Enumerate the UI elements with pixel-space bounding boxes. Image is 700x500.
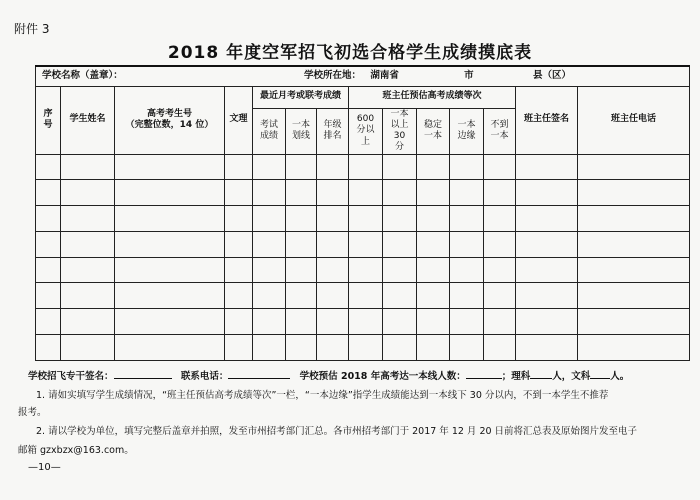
table-cell[interactable] bbox=[450, 206, 484, 232]
table-cell[interactable] bbox=[417, 206, 450, 232]
table-cell[interactable] bbox=[36, 283, 61, 309]
table-cell[interactable] bbox=[61, 206, 115, 232]
estimate-count-blank[interactable] bbox=[466, 368, 502, 379]
table-cell[interactable] bbox=[225, 231, 253, 257]
table-cell[interactable] bbox=[61, 334, 115, 360]
table-cell[interactable] bbox=[36, 206, 61, 232]
phone-label: 联系电话： bbox=[180, 371, 229, 382]
people-suffix: 人。 bbox=[610, 371, 630, 382]
col-header-seq: 序号 bbox=[36, 86, 61, 154]
col-header-student-name: 学生姓名 bbox=[61, 86, 115, 154]
table-cell[interactable] bbox=[225, 180, 253, 206]
table-cell[interactable] bbox=[286, 180, 317, 206]
col-header-exam-id: 高考考生号 （完整位数，14 位） bbox=[115, 86, 225, 154]
col-header-first-tier-gap: 一本划线 bbox=[286, 108, 317, 154]
table-cell[interactable] bbox=[417, 154, 450, 180]
table-cell[interactable] bbox=[450, 231, 484, 257]
table-cell[interactable] bbox=[516, 283, 578, 309]
table-cell[interactable] bbox=[417, 180, 450, 206]
table-cell[interactable] bbox=[450, 154, 484, 180]
score-table bbox=[35, 65, 690, 361]
table-cell[interactable] bbox=[36, 154, 61, 180]
table-cell[interactable] bbox=[36, 334, 61, 360]
table-cell[interactable] bbox=[383, 283, 417, 309]
table-cell[interactable] bbox=[317, 231, 349, 257]
table-row bbox=[36, 334, 690, 360]
table-cell[interactable] bbox=[36, 180, 61, 206]
col-header-recent-exam: 最近月考或联考成绩 bbox=[253, 86, 349, 108]
table-cell[interactable] bbox=[578, 309, 690, 335]
col-header-exam-score: 考试成绩 bbox=[253, 108, 286, 154]
table-cell[interactable] bbox=[450, 283, 484, 309]
page-title: 2018 年度空军招飞初选合格学生成绩摸底表 bbox=[167, 43, 533, 63]
table-cell[interactable] bbox=[484, 257, 516, 283]
table-cell[interactable] bbox=[417, 283, 450, 309]
table-cell[interactable] bbox=[286, 206, 317, 232]
note-2: 2. 请以学校为单位，填写完整后盖章并拍照，发至市州招考部门汇总。各市州招考部门于 2017 年 12 月 20 日前将汇总表及原始图片发至电子 bbox=[36, 426, 638, 437]
county-label: 县（区） bbox=[532, 70, 571, 81]
table-cell[interactable] bbox=[253, 334, 286, 360]
table-cell[interactable] bbox=[286, 257, 317, 283]
table-cell[interactable] bbox=[484, 231, 516, 257]
table-cell[interactable] bbox=[578, 180, 690, 206]
table-cell[interactable] bbox=[286, 231, 317, 257]
table-cell[interactable] bbox=[349, 154, 383, 180]
table-cell[interactable] bbox=[286, 154, 317, 180]
table-cell[interactable] bbox=[417, 231, 450, 257]
table-cell[interactable] bbox=[578, 154, 690, 180]
table-cell[interactable] bbox=[317, 180, 349, 206]
table-cell[interactable] bbox=[253, 309, 286, 335]
note-1: 1. 请如实填写学生成绩情况，“班主任预估高考成绩等次”一栏，“一本边缘”指学生成绩能达到一本线下 30 分以内，不到一本学生不推荐 bbox=[36, 390, 609, 401]
table-cell[interactable] bbox=[578, 283, 690, 309]
table-cell[interactable] bbox=[286, 334, 317, 360]
table-cell[interactable] bbox=[286, 309, 317, 335]
province-value: 湖南省 bbox=[370, 70, 399, 81]
cadre-sign-label: 学校招飞专干签名： bbox=[28, 371, 114, 382]
table-row bbox=[36, 206, 690, 232]
table-cell[interactable] bbox=[253, 154, 286, 180]
table-cell[interactable] bbox=[417, 309, 450, 335]
table-cell[interactable] bbox=[317, 283, 349, 309]
col-header-teacher-sign: 班主任签名 bbox=[516, 86, 578, 154]
table-row bbox=[36, 154, 690, 180]
col-header-est-stable: 稳定一本 bbox=[417, 108, 450, 154]
table-cell[interactable] bbox=[450, 334, 484, 360]
table-cell[interactable] bbox=[115, 283, 225, 309]
arts-count-blank[interactable] bbox=[590, 368, 610, 379]
table-row bbox=[36, 231, 690, 257]
table-cell[interactable] bbox=[115, 154, 225, 180]
school-location-label: 学校所在地： bbox=[304, 70, 362, 81]
footer-signature-line bbox=[28, 368, 629, 382]
exam-id-note: （完整位数，14 位） bbox=[125, 120, 214, 130]
col-header-est-edge: 一本边缘 bbox=[450, 108, 484, 154]
table-cell[interactable] bbox=[36, 231, 61, 257]
col-header-est-600: 600 分以上 bbox=[349, 108, 383, 154]
table-cell[interactable] bbox=[317, 257, 349, 283]
table-cell[interactable] bbox=[349, 180, 383, 206]
table-cell[interactable] bbox=[253, 257, 286, 283]
col-header-teacher-phone: 班主任电话 bbox=[578, 86, 690, 154]
table-cell[interactable] bbox=[225, 283, 253, 309]
table-cell[interactable] bbox=[516, 180, 578, 206]
table-cell[interactable] bbox=[578, 206, 690, 232]
table-row bbox=[36, 309, 690, 335]
table-cell[interactable] bbox=[383, 334, 417, 360]
col-header-est-below: 不到一本 bbox=[484, 108, 516, 154]
table-cell[interactable] bbox=[225, 206, 253, 232]
table-cell[interactable] bbox=[61, 283, 115, 309]
phone-blank[interactable] bbox=[228, 368, 290, 379]
table-cell[interactable] bbox=[484, 309, 516, 335]
table-cell[interactable] bbox=[317, 154, 349, 180]
table-cell[interactable] bbox=[417, 334, 450, 360]
table-cell[interactable] bbox=[349, 206, 383, 232]
table-cell[interactable] bbox=[516, 257, 578, 283]
table-cell[interactable] bbox=[115, 180, 225, 206]
col-header-arts-sci: 文理 bbox=[225, 86, 253, 154]
table-cell[interactable] bbox=[317, 206, 349, 232]
table-cell[interactable] bbox=[61, 231, 115, 257]
table-cell[interactable] bbox=[115, 334, 225, 360]
table-cell[interactable] bbox=[253, 283, 286, 309]
table-cell[interactable] bbox=[383, 309, 417, 335]
table-cell[interactable] bbox=[349, 231, 383, 257]
science-label: ；理科 bbox=[501, 371, 531, 382]
science-count-blank[interactable] bbox=[530, 368, 552, 379]
page-number: —10— bbox=[28, 462, 61, 473]
city-label: 市 bbox=[464, 70, 474, 81]
table-cell[interactable] bbox=[317, 309, 349, 335]
table-cell[interactable] bbox=[225, 257, 253, 283]
table-cell[interactable] bbox=[225, 334, 253, 360]
table-cell[interactable] bbox=[253, 180, 286, 206]
table-cell[interactable] bbox=[516, 154, 578, 180]
table-cell[interactable] bbox=[383, 257, 417, 283]
table-cell[interactable] bbox=[450, 309, 484, 335]
table-cell[interactable] bbox=[484, 154, 516, 180]
table-cell[interactable] bbox=[349, 257, 383, 283]
table-cell[interactable] bbox=[115, 309, 225, 335]
col-header-est-30: 一本以上 30 分 bbox=[383, 108, 417, 154]
table-cell[interactable] bbox=[286, 283, 317, 309]
table-cell[interactable] bbox=[383, 180, 417, 206]
table-cell[interactable] bbox=[61, 309, 115, 335]
table-cell[interactable] bbox=[317, 334, 349, 360]
table-cell[interactable] bbox=[225, 309, 253, 335]
school-info-row bbox=[36, 66, 690, 86]
table-cell[interactable] bbox=[115, 231, 225, 257]
table-cell[interactable] bbox=[578, 257, 690, 283]
table-cell[interactable] bbox=[61, 180, 115, 206]
table-cell[interactable] bbox=[484, 283, 516, 309]
table-cell[interactable] bbox=[484, 180, 516, 206]
table-cell[interactable] bbox=[115, 257, 225, 283]
table-cell[interactable] bbox=[383, 231, 417, 257]
table-cell[interactable] bbox=[578, 231, 690, 257]
table-cell[interactable] bbox=[450, 180, 484, 206]
cadre-sign-blank[interactable] bbox=[114, 368, 172, 379]
table-cell[interactable] bbox=[253, 206, 286, 232]
arts-label: 人，文科 bbox=[552, 371, 591, 382]
table-cell[interactable] bbox=[253, 231, 286, 257]
table-row bbox=[36, 283, 690, 309]
table-cell[interactable] bbox=[349, 283, 383, 309]
table-cell[interactable] bbox=[115, 206, 225, 232]
table-cell[interactable] bbox=[61, 154, 115, 180]
table-cell[interactable] bbox=[516, 206, 578, 232]
table-cell[interactable] bbox=[516, 231, 578, 257]
table-cell[interactable] bbox=[61, 257, 115, 283]
note-2-continued: 邮箱 gzxbzx@163.com。 bbox=[18, 445, 134, 456]
estimate-count-label: 学校预估 2018 年高考达一本线人数： bbox=[299, 371, 466, 382]
table-cell[interactable] bbox=[383, 154, 417, 180]
school-name-label: 学校名称（盖章）： bbox=[42, 70, 123, 81]
note-1-continued: 报考。 bbox=[18, 407, 47, 418]
table-cell[interactable] bbox=[36, 309, 61, 335]
table-cell[interactable] bbox=[450, 257, 484, 283]
col-header-teacher-estimate: 班主任预估高考成绩等次 bbox=[349, 86, 516, 108]
table-row bbox=[36, 257, 690, 283]
table-cell[interactable] bbox=[225, 154, 253, 180]
table-cell[interactable] bbox=[417, 257, 450, 283]
table-cell[interactable] bbox=[516, 309, 578, 335]
table-cell[interactable] bbox=[578, 334, 690, 360]
table-cell[interactable] bbox=[349, 309, 383, 335]
table-row bbox=[36, 180, 690, 206]
table-cell[interactable] bbox=[484, 334, 516, 360]
table-cell[interactable] bbox=[349, 334, 383, 360]
col-header-grade-rank: 年级排名 bbox=[317, 108, 349, 154]
table-cell[interactable] bbox=[484, 206, 516, 232]
table-cell[interactable] bbox=[36, 257, 61, 283]
attachment-label: 附件 3 bbox=[14, 22, 50, 36]
table-cell[interactable] bbox=[516, 334, 578, 360]
table-cell[interactable] bbox=[383, 206, 417, 232]
